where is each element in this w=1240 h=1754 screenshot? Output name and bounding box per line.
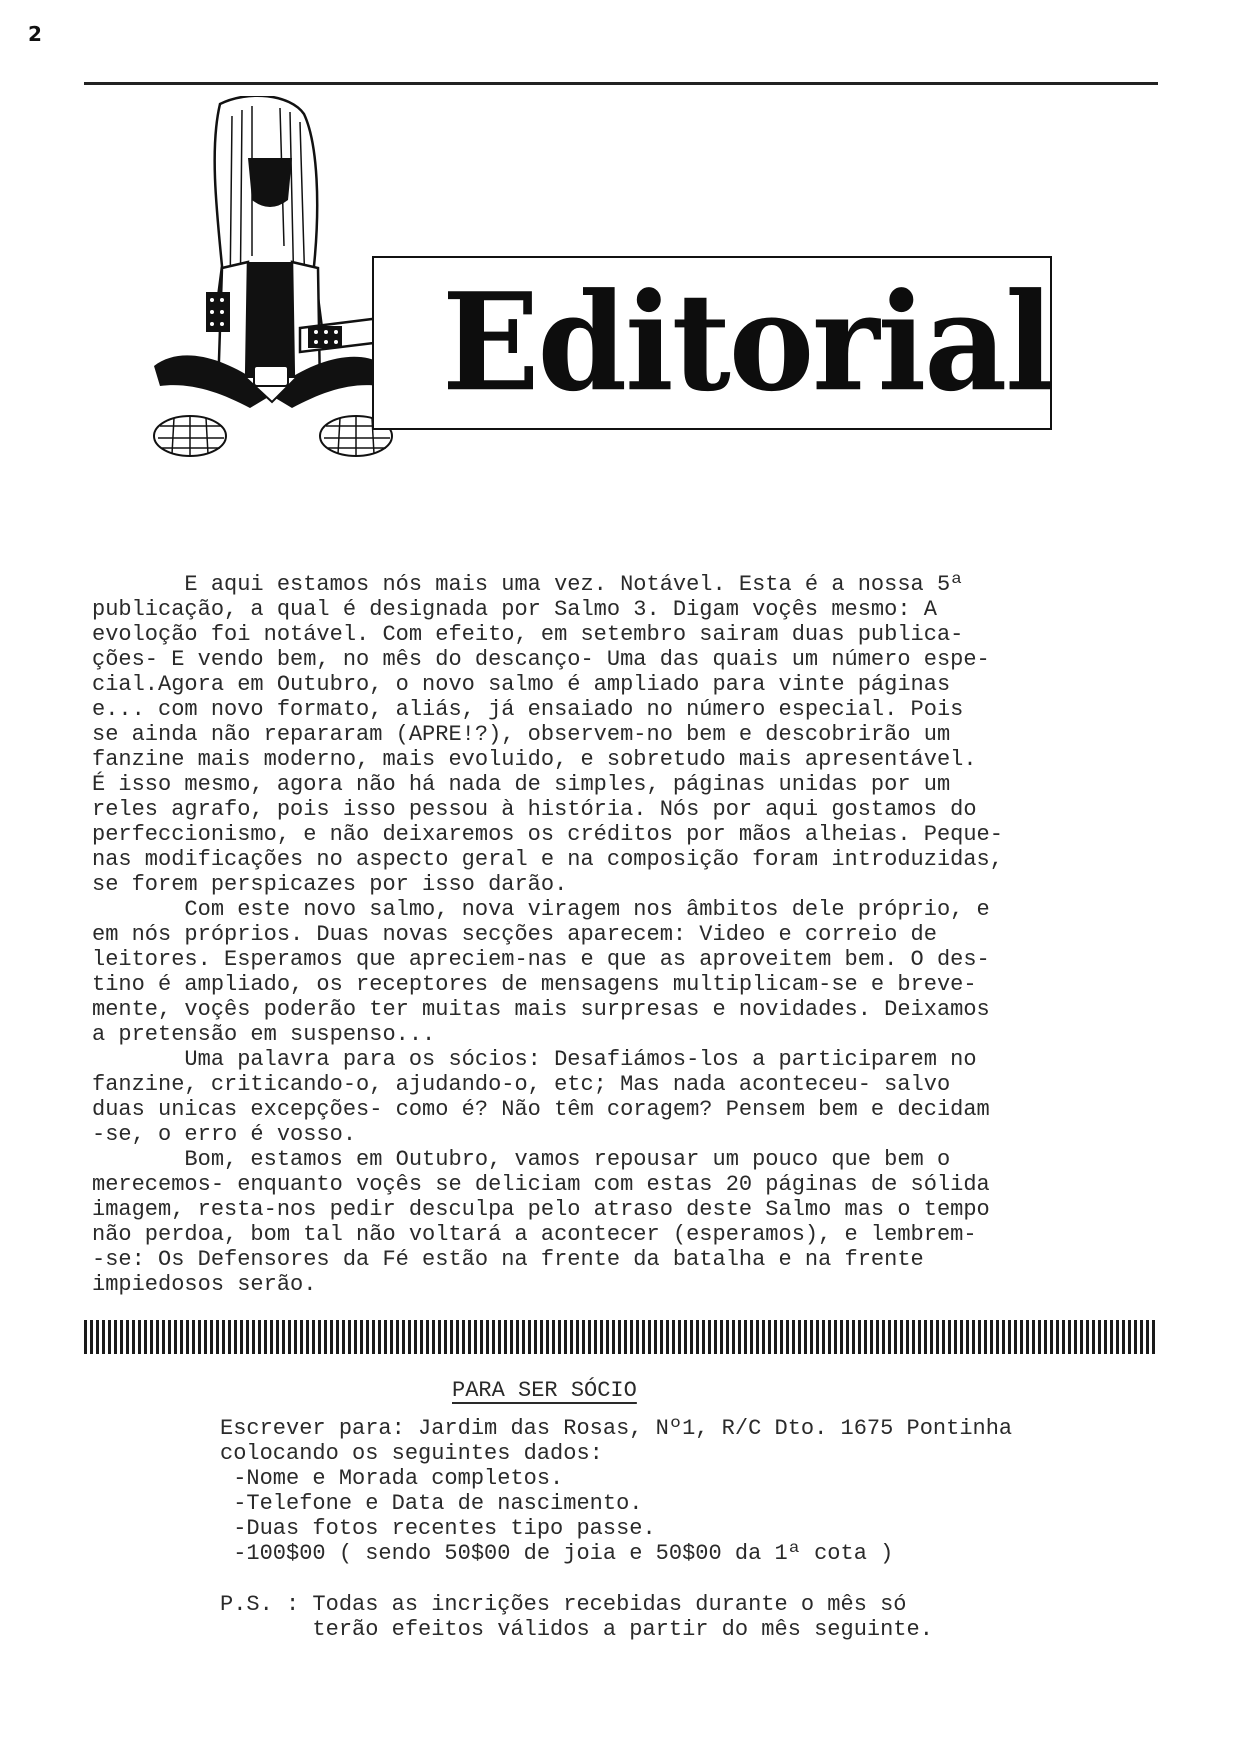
editorial-title: Editorial [442,264,1052,422]
membership-instructions: Escrever para: Jardim das Rosas, Nº1, R/C Dto. 1675 Pontinha colocando os seguintes dados: -Nome e Morada completos. -Telefone e Data de nascimento. -Duas fotos recentes tipo passe. -100$00 ( sendo 50$00 de joia e 50$00 da 1ª cota ) [220,1416,1013,1566]
barcode-divider [84,1320,1158,1354]
editorial-paragraph: E aqui estamos nós mais uma vez. Notável. Esta é a nossa 5ª publicação, a qual é designada por Salmo 3. Digam voçês mesmo: A evoloção foi notável. Com efeito, em setembro sairam duas publica- ções- E vendo bem, no mês do descanço- Uma das quais um número espe- cial.Agora em Outubro, o novo salmo é ampliado para vinte páginas e... com novo formato, aliás, já ensaiado no número especial. Pois se ainda não repararam (APRE!?), observem-no bem e descobrirão um fanzine mais moderno, mais evoluido, e sobretudo mais apresentável. É isso mesmo, agora não há nada de simples, páginas unidas por um reles agrafo, pois isso pessou à história. Nós por aqui gostamos do perfeccionismo, e não deixaremos os créditos por mãos alheias. Peque- nas modificações no aspecto geral e na composição foram introduzidas, se forem perspicazes por isso darão. [92,572,1003,897]
editorial-paragraph: Com este novo salmo, nova viragem nos âmbitos dele próprio, e em nós próprios. Duas novas secções aparecem: Video e correio de leitores. Esperamos que apreciem-nas e que as aproveitem bem. O des- tino é ampliado, os receptores de mensagens multiplicam-se e breve- mente, voçês poderão ter muitas mais surpresas e novidades. Deixamos a pretensão em suspenso... [92,897,990,1047]
membership-title: PARA SER SÓCIO [452,1378,637,1403]
ps-note: P.S. : Todas as incrições recebidas durante o mês só terão efeitos válidos a partir do mês seguinte. [220,1592,933,1642]
editorial-header [150,96,1100,536]
editorial-paragraph: Uma palavra para os sócios: Desafiámos-los a participarem no fanzine, criticando-o, ajudando-o, etc; Mas nada aconteceu- salvo duas unicas excepções- como é? Não têm coragem? Pensem bem e decidam -se, o erro é vosso. [92,1047,990,1147]
editorial-sign [372,256,1052,430]
editorial-body [92,572,1172,1297]
editorial-paragraph: Bom, estamos em Outubro, vamos repousar um pouco que bem o merecemos- enquanto voçês se deliciam com estas 20 páginas de sólida imagem, resta-nos pedir desculpa pelo atraso deste Salmo mas o tempo não perdoa, bom tal não voltará a acontecer (esperamos), e lembrem- -se: Os Defensores da Fé estão na frente da batalha e na frente impiedosos serão. [92,1147,990,1297]
top-rule [84,82,1158,85]
page-number: 2 [28,22,42,46]
